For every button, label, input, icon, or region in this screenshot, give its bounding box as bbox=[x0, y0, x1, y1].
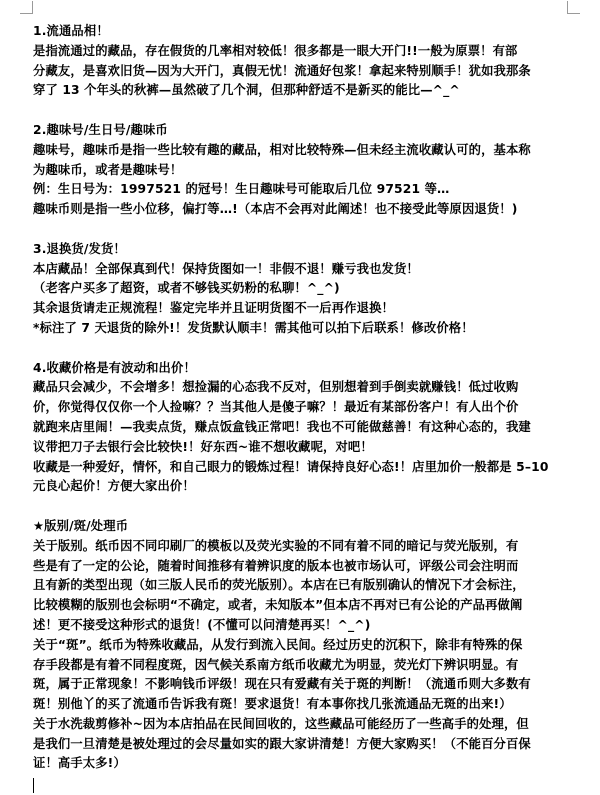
paragraph-line: 趣味币则是指一些小位移，偏打等…!（本店不会再对此阐述！也不接受此等原因退货！) bbox=[33, 202, 518, 217]
paragraph-line: 关于水洗裁剪修补~因为本店拍品在民间回收的，这些藏品可能经历了一些高手的处理，但 bbox=[33, 716, 529, 731]
paragraph-line: 些是有了一定的公论，随着时间推移有着辨识度的版本也被市场认可，评级公司会注明而 bbox=[33, 558, 519, 573]
section-fancy-numbers bbox=[33, 121, 586, 220]
blank-line bbox=[33, 339, 586, 359]
paragraph-line: 关于“斑”。纸币为特殊收藏品，从发行到流入民间。经过历史的沉积下，除非有特殊的保 bbox=[33, 637, 523, 652]
page-corner-mark-top-left bbox=[20, 1, 33, 14]
paragraph-line: 就跑来店里闹！—我卖点货，赚点饭盒钱正常吧！我也不可能做慈善！有这种心态的，我建 bbox=[33, 419, 531, 434]
paragraph-line: 穿了 13 个年头的秋裤—虽然破了几个洞，但那种舒适不是新买的能比—^_^ bbox=[33, 83, 460, 98]
page-corner-mark-top-right bbox=[567, 1, 580, 14]
section-heading: 4.收藏价格是有波动和出价！ bbox=[33, 360, 196, 375]
paragraph-line: 趣味号，趣味币是指一些比较有趣的藏品，相对比较特殊—但未经主流收藏认可的，基本称 bbox=[33, 142, 531, 157]
paragraph-line: 存手段都是有着不同程度斑，因气候关系南方纸币收藏尤为明显，荧光灯下辨识明显。有 bbox=[33, 657, 519, 672]
paragraph-line: *标注了 7 天退货的除外!！发货默认顺丰！需其他可以拍下后联系！修改价格！ bbox=[33, 320, 474, 335]
section-varieties-spots-treatment bbox=[33, 517, 586, 774]
paragraph-line: 述！更不接受这种形式的退货！(不懂可以问清楚再买！^_^) bbox=[33, 617, 371, 632]
paragraph-line: 本店藏品！全部保真到代！保持货图如一！非假不退！赚亏我也发货！ bbox=[33, 261, 419, 276]
document-body[interactable] bbox=[33, 22, 586, 794]
paragraph-line: 是指流通过的藏品，存在假货的几率相对较低！很多都是一眼大开门!!一般为原票！有部 bbox=[33, 43, 518, 58]
section-heading: ★版别/斑/处理币 bbox=[33, 518, 129, 533]
section-price-fluctuation bbox=[33, 359, 586, 498]
paragraph-line: 分藏友，是喜欢旧货—因为大开门，真假无忧！流通好包浆！拿起来特别顺手！犹如我那条 bbox=[33, 63, 531, 78]
paragraph-line: 关于版别。纸币因不同印刷厂的模板以及荧光实验的不同有着不同的暗记与荧光版别，有 bbox=[33, 538, 519, 553]
paragraph-line: 价，你觉得仅仅你一个人捡嘛？？当其他人是傻子嘛？！最近有某部份客户！有人出个价 bbox=[33, 400, 519, 415]
paragraph-line: 收藏是一种爱好，情怀，和自己眼力的锻炼过程！请保持良好心态!！店里加价一般都是 5–10 bbox=[33, 459, 549, 474]
blank-line bbox=[33, 497, 586, 517]
paragraph-line: 元良心起价！方便大家出价！ bbox=[33, 479, 195, 494]
paragraph-line: 证！高手太多!） bbox=[33, 756, 126, 771]
paragraph-line: 例：生日号为：1997521 的冠号！生日趣味号可能取后几位 97521 等… bbox=[33, 182, 450, 197]
paragraph-line: 议带把刀子去银行会比较快!！好东西~谁不想收藏呢，对吧！ bbox=[33, 439, 373, 454]
text-cursor bbox=[33, 778, 34, 793]
paragraph-line: （老客户买多了超资，或者不够钱买奶粉的私聊！^_^) bbox=[33, 281, 340, 296]
paragraph-line: 藏品只会减少，不会增多！想捡漏的心态我不反对，但别想着到手倒卖就赚钱！低过收购 bbox=[33, 380, 519, 395]
paragraph-line: 斑！别他丫的买了流通币告诉我有斑！要求退货！有本事你找几张流通品无斑的出来!） bbox=[33, 697, 512, 712]
paragraph-line: 其余退货请走正规流程！鉴定完毕并且证明货图不一后再作退换！ bbox=[33, 301, 394, 316]
paragraph-line: 斑，属于正常现象！不影响钱币评级！现在只有爱藏有关于斑的判断！（流通币则大多数有 bbox=[33, 677, 531, 692]
paragraph-line: 且有新的类型出现（如三版人民币的荧光版别）。本店在已有版别确认的情况下才会标注， bbox=[33, 578, 525, 593]
text-cursor-line[interactable] bbox=[33, 774, 586, 794]
blank-line bbox=[33, 220, 586, 240]
section-heading: 1.流通品相！ bbox=[33, 24, 109, 38]
paragraph-line: 为趣味币，或者是趣味号！ bbox=[33, 162, 183, 177]
section-returns-shipping bbox=[33, 240, 586, 339]
paragraph-line: 是我们一旦清楚是被处理过的会尽量如实的跟大家讲清楚！方便大家购买！（不能百分百保 bbox=[33, 736, 531, 751]
blank-line bbox=[33, 101, 586, 121]
section-circulation-condition bbox=[33, 22, 586, 101]
section-heading: 3.退换货/发货！ bbox=[33, 241, 126, 256]
paragraph-line: 比较模糊的版别也会标明“不确定，或者，未知版本”但本店不再对已有公论的产品再做阐 bbox=[33, 598, 523, 613]
section-heading: 2.趣味号/生日号/趣味币 bbox=[33, 122, 168, 137]
